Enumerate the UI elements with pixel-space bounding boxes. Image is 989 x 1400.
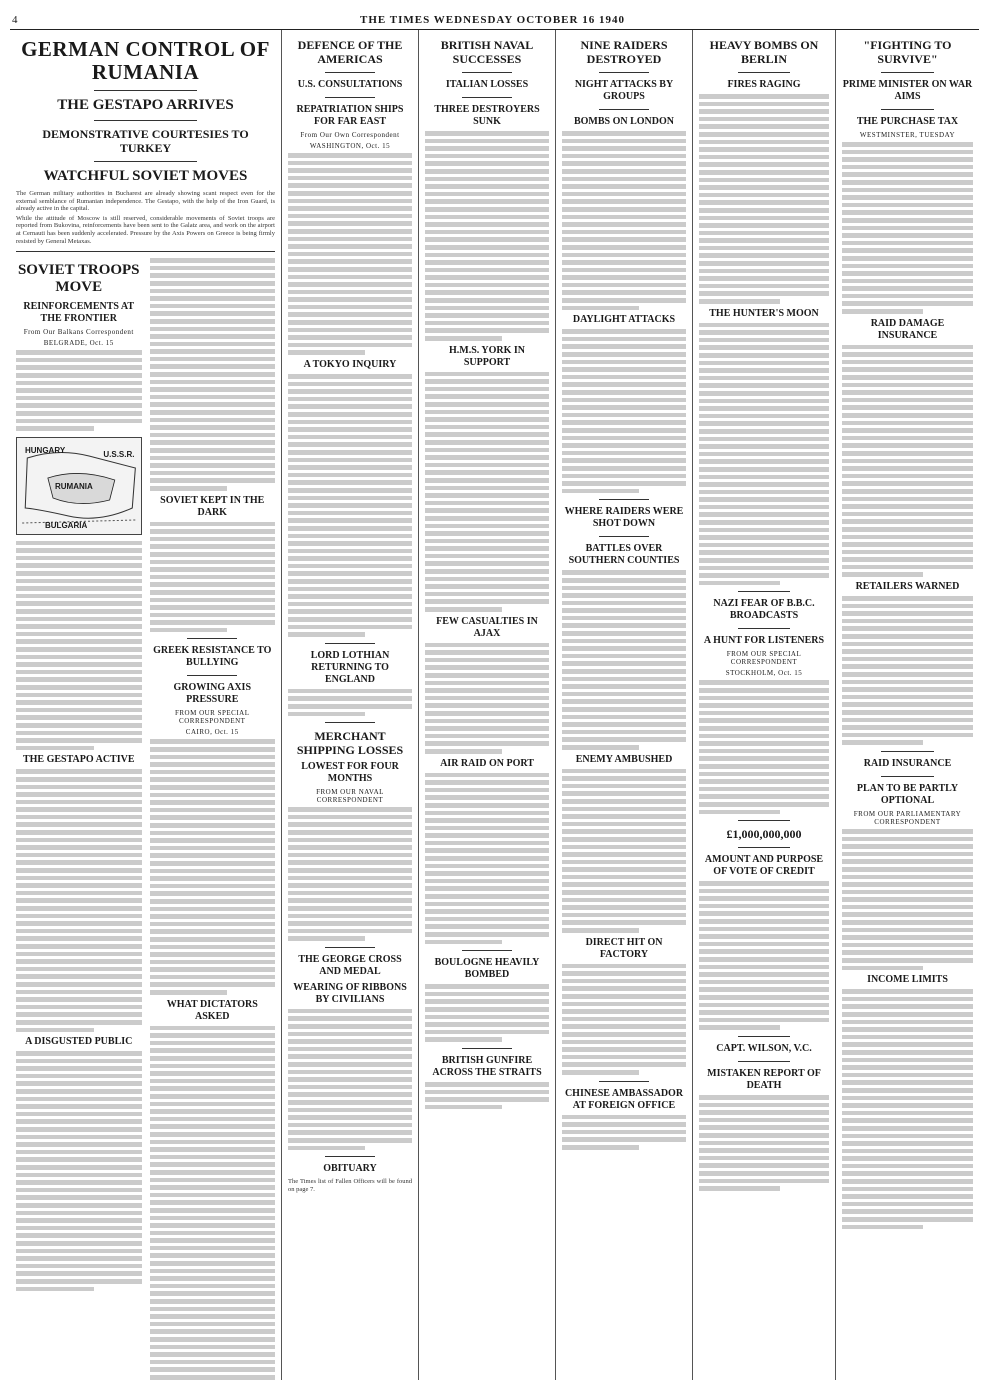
headline-few-casualties: FEW CASUALTIES IN AJAX [436, 615, 538, 639]
headline-soviet-dark: SOVIET KEPT IN THE DARK [160, 494, 265, 518]
headline-fighting-survive: "FIGHTING TO SURVIVE" [863, 38, 952, 66]
headline-night-attacks: NIGHT ATTACKS BY GROUPS [574, 79, 674, 102]
headline-dictators-asked: WHAT DICTATORS ASKED [166, 998, 258, 1022]
headline-three-destroyers: THREE DESTROYERS SUNK [434, 104, 540, 127]
headline-italian-losses: ITALIAN LOSSES [445, 79, 529, 90]
headline-fires-raging: FIRES RAGING [727, 79, 801, 90]
headline-greek-resistance: GREEK RESISTANCE TO BULLYING [153, 645, 272, 669]
headline-reinforcements: REINFORCEMENTS AT THE FRONTIER [23, 301, 135, 325]
headline-heavy-bombs: HEAVY BOMBS ON BERLIN [709, 38, 819, 66]
newspaper-page [10, 10, 979, 1380]
headline-capt-wilson: CAPT. WILSON, V.C. [716, 1042, 812, 1054]
subcolumn-right [150, 258, 276, 1380]
headline-boulogne: BOULOGNE HEAVILY BOMBED [434, 957, 540, 981]
headline-pm-war-aims: PRIME MINISTER ON WAR AIMS [842, 79, 973, 102]
byline-balkans: From Our Balkans Correspondent [23, 328, 134, 337]
headline-bombs-london: BOMBS ON LONDON [573, 116, 674, 127]
headline-soviet-troops: SOVIET TROOPS MOVE [17, 262, 140, 296]
headline-defence-americas: DEFENCE OF THE AMERICAS [297, 38, 403, 66]
headline-enemy-ambushed: ENEMY AMBUSHED [575, 753, 673, 765]
headline-nazi-fear: NAZI FEAR OF B.B.C. BROADCASTS [713, 598, 815, 622]
masthead-title: THE TIMES WEDNESDAY OCTOBER 16 1940 [360, 14, 625, 26]
headline-hunt-listeners: A HUNT FOR LISTENERS [703, 635, 825, 647]
byline-stockholm: FROM OUR SPECIAL CORRESPONDENT [726, 650, 802, 667]
page-number: 4 [12, 14, 18, 26]
column-berlin [693, 30, 836, 1380]
headline-wearing-ribbons: WEARING OF RIBBONS BY CIVILIANS [293, 981, 407, 1005]
map-label-ussr: U.S.S.R. [103, 449, 135, 459]
headline-us-consultations: U.S. CONSULTATIONS [297, 79, 403, 90]
map-label-bulgaria: BULGARIA [45, 520, 88, 530]
headline-billion: £1,000,000,000 [726, 827, 802, 842]
byline-parliamentary: FROM OUR PARLIAMENTARY CORRESPONDENT [853, 809, 962, 826]
headline-raid-insurance: RAID INSURANCE [863, 757, 952, 769]
dateline-washington: WASHINGTON, Oct. 15 [309, 142, 391, 150]
headline-chinese-ambassador: CHINESE AMBASSADOR AT FOREIGN OFFICE [564, 1087, 684, 1111]
byline-naval: FROM OUR NAVAL CORRESPONDENT [316, 788, 384, 805]
column-rumania [10, 30, 282, 1380]
headline-repatriation: REPATRIATION SHIPS FOR FAR EAST [296, 104, 404, 127]
columns [10, 30, 979, 1380]
dateline-stockholm: STOCKHOLM, Oct. 15 [725, 669, 803, 678]
headline-gestapo-active: THE GESTAPO ACTIVE [22, 754, 135, 766]
headline-air-raid-port: AIR RAID ON PORT [440, 757, 534, 769]
headline-retailers-warned: RETAILERS WARNED [855, 581, 960, 593]
headline-battles-southern: BATTLES OVER SOUTHERN COUNTIES [568, 543, 680, 567]
headline-daylight-attacks: DAYLIGHT ATTACKS [572, 314, 676, 326]
map-rumania [16, 437, 142, 535]
headline-axis-pressure: GROWING AXIS PRESSURE [173, 682, 251, 706]
headline-income-limits: INCOME LIMITS [867, 974, 948, 986]
lede-paragraph: The German military authorities in Bucharest are already showing scant respect even for the external semblance of Rumanian independence. The Gestapo, with the help of the Iron Guard, is already active in the capital. [16, 190, 275, 213]
obituary-note: The Times list of Fallen Officers will be found on page 7. [288, 1178, 412, 1193]
column-americas [282, 30, 419, 1380]
headline-watchful-soviet: WATCHFUL SOVIET MOVES [43, 168, 248, 184]
byline-special: FROM OUR SPECIAL CORRESPONDENT [174, 709, 250, 726]
lede-paragraph-2: While the attitude of Moscow is still reserved, considerable movements of Soviet troops are reported from Bukovina, reinforcements have been sent to the Galatz area, and work on the airport at Cernauti has been suddenly accelerated. Pressure by the Axis Powers on Greece is being firmly resisted by General Metaxas. [16, 214, 275, 245]
map-label-hungary: HUNGARY [25, 445, 66, 455]
headline-nine-raiders: NINE RAIDERS DESTROYED [580, 38, 668, 66]
headline-mistaken-report: MISTAKEN REPORT OF DEATH [707, 1067, 821, 1091]
dateline-westminster: WESTMINSTER, TUESDAY [859, 131, 956, 139]
headline-naval-successes: BRITISH NAVAL SUCCESSES [440, 38, 534, 66]
headline-british-gunfire: BRITISH GUNFIRE ACROSS THE STRAITS [432, 1054, 542, 1078]
headline-gestapo-arrives: THE GESTAPO ARRIVES [57, 97, 234, 113]
headline-where-shot-down: WHERE RAIDERS WERE SHOT DOWN [564, 506, 684, 530]
headline-merchant-shipping: MERCHANT SHIPPING LOSSES [296, 729, 404, 758]
headline-disgusted-public: A DISGUSTED PUBLIC [25, 1036, 133, 1048]
headline-obituary: OBITUARY [323, 1163, 377, 1175]
headline-tokyo-inquiry: A TOKYO INQUIRY [303, 359, 397, 371]
headline-lowest-four-months: LOWEST FOR FOUR MONTHS [301, 761, 399, 785]
headline-raid-damage: RAID DAMAGE INSURANCE [870, 317, 945, 341]
headline-purchase-tax: THE PURCHASE TAX [856, 116, 959, 127]
headline-lord-lothian: LORD LOTHIAN RETURNING TO ENGLAND [310, 649, 390, 685]
column-war-aims [836, 30, 979, 1380]
dateline-belgrade: BELGRADE, Oct. 15 [43, 339, 114, 348]
column-naval [419, 30, 556, 1380]
headline-partly-optional: PLAN TO BE PARTLY OPTIONAL [856, 782, 959, 806]
column-raiders [556, 30, 693, 1380]
dateline-cairo: CAIRO, Oct. 15 [185, 728, 239, 737]
masthead [10, 10, 979, 30]
headline-courtesies-turkey: DEMONSTRATIVE COURTESIES TO TURKEY [42, 127, 249, 155]
headline-hunters-moon: THE HUNTER'S MOON [709, 307, 819, 319]
headline-direct-hit: DIRECT HIT ON FACTORY [585, 936, 663, 960]
headline-hms-york: H.M.S. YORK IN SUPPORT [448, 344, 526, 368]
byline-own: From Our Own Correspondent [300, 131, 400, 139]
headline-german-control: GERMAN CONTROL OF RUMANIA [21, 37, 270, 84]
headline-vote-credit: AMOUNT AND PURPOSE OF VOTE OF CREDIT [704, 854, 824, 878]
subcolumn-left [16, 258, 142, 1380]
headline-george-cross: THE GEORGE CROSS AND MEDAL [298, 953, 402, 977]
map-label-rumania: RUMANIA [55, 481, 93, 491]
